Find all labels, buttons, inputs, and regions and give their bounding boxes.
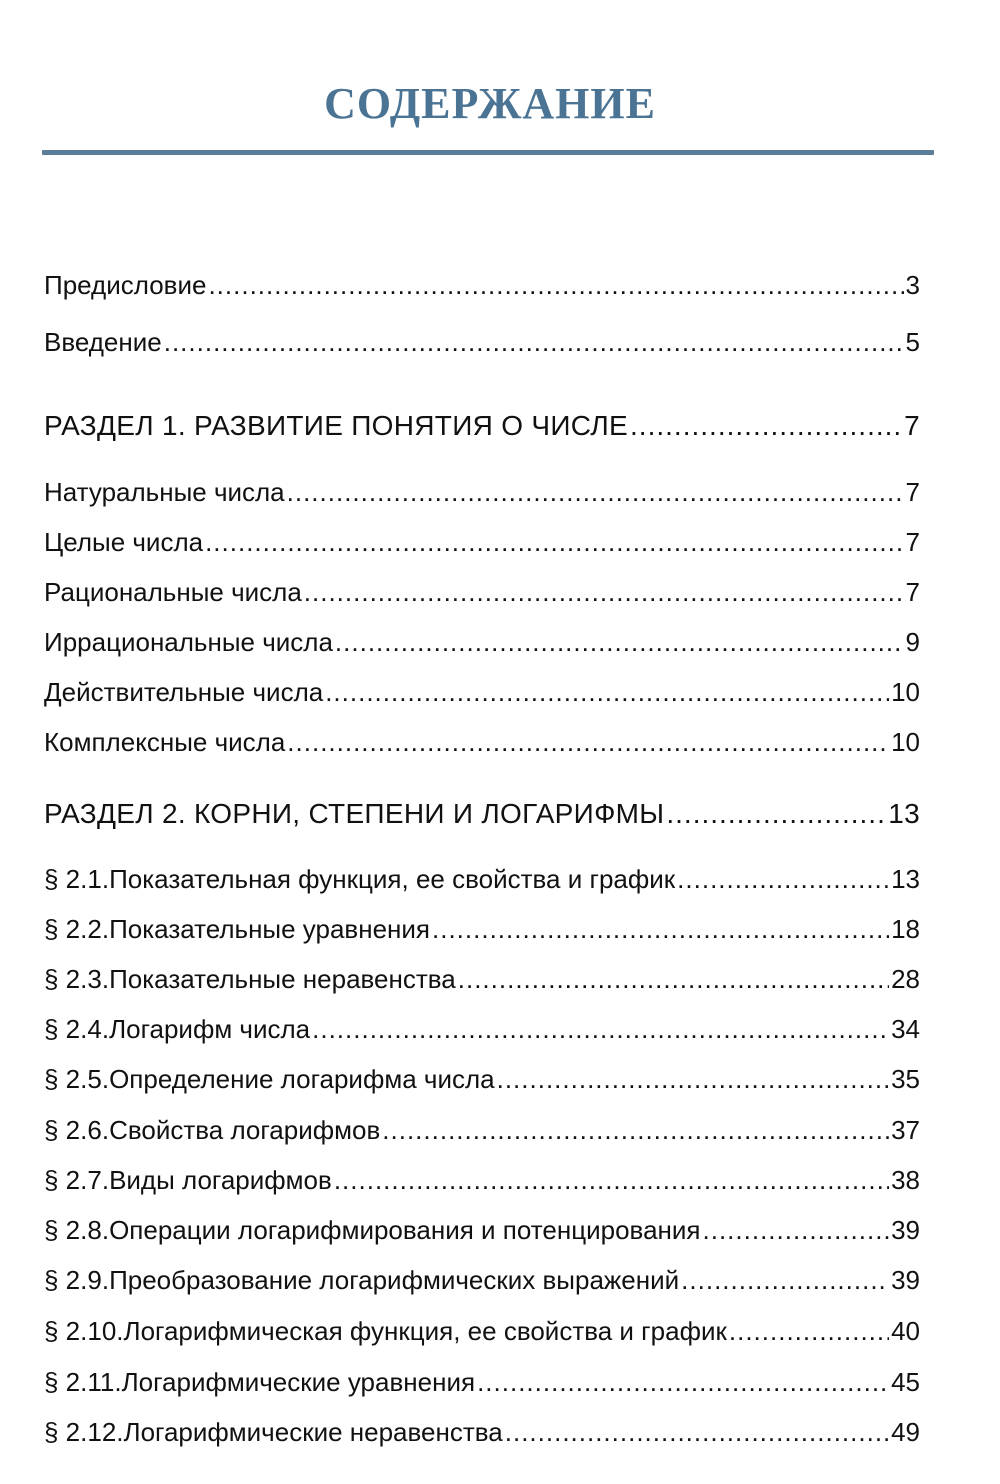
page-title: СОДЕРЖАНИЕ: [324, 79, 656, 128]
toc-entry-introduction[interactable]: [44, 325, 920, 359]
toc-entry[interactable]: [44, 1163, 920, 1197]
toc-entry[interactable]: [44, 962, 920, 996]
toc-entry-page: 39: [891, 1215, 920, 1245]
toc-entry-page: 10: [891, 677, 920, 707]
toc-entry-number: § 2.12.: [44, 1417, 124, 1447]
toc-entry[interactable]: [44, 1263, 920, 1297]
toc-entry[interactable]: [44, 912, 920, 946]
toc-entry-page: 38: [891, 1165, 920, 1195]
dot-leader: [312, 1012, 889, 1046]
toc-entry-label: Действительные числа: [44, 677, 324, 707]
dot-leader: [630, 409, 902, 443]
toc-entry-number: § 2.2.: [44, 914, 110, 944]
toc-entry-label: Предисловие: [44, 270, 207, 300]
toc-entry-label: Иррациональные числа: [44, 627, 333, 657]
dot-leader: [304, 575, 904, 609]
toc-entry-number: § 2.1.: [44, 864, 110, 894]
toc-entry-page: 37: [891, 1115, 920, 1145]
toc-entry-page: 10: [891, 727, 920, 757]
toc-entry-page: 18: [891, 914, 920, 944]
toc-entry-page: 35: [891, 1064, 920, 1094]
dot-leader: [477, 1365, 889, 1399]
toc-entry-label: Виды логарифмов: [109, 1165, 332, 1195]
toc-entry-label: Натуральные числа: [44, 477, 285, 507]
toc-entry-label: Показательные уравнения: [109, 914, 431, 944]
toc-entry-label: Рациональные числа: [44, 577, 302, 607]
toc-entry[interactable]: [44, 1213, 920, 1247]
toc-entry-page: 7: [905, 477, 920, 507]
toc-entry-label: Свойства логарифмов: [109, 1115, 381, 1145]
toc-entry[interactable]: [44, 1314, 920, 1348]
toc-entry-page: 45: [891, 1367, 920, 1397]
toc-entry[interactable]: [44, 1062, 920, 1096]
dot-leader: [287, 725, 889, 759]
dot-leader: [287, 475, 904, 509]
toc-entry-number: § 2.9.: [44, 1265, 110, 1295]
toc-entry-label: Операции логарифмирования и потенцирования: [109, 1215, 701, 1245]
dot-leader: [164, 325, 904, 359]
dot-leader: [458, 962, 889, 996]
toc-entry-number: § 2.5.: [44, 1064, 110, 1094]
toc-entry[interactable]: [44, 1415, 920, 1449]
dot-leader: [703, 1213, 890, 1247]
toc-entry[interactable]: [44, 475, 920, 509]
dot-leader: [325, 675, 889, 709]
toc-entry[interactable]: [44, 1113, 920, 1147]
toc-entry-label: Логарифмические неравенства: [123, 1417, 503, 1447]
toc-entry-label: Показательные неравенства: [109, 964, 456, 994]
toc-entry-label: Логарифм числа: [109, 1014, 311, 1044]
title-underline: [42, 150, 934, 155]
toc-entry[interactable]: [44, 1012, 920, 1046]
toc-entry-page: 13: [888, 798, 920, 829]
toc-section-label: РАЗДЕЛ 2. КОРНИ, СТЕПЕНИ И ЛОГАРИФМЫ: [44, 798, 665, 829]
dot-leader: [334, 1163, 889, 1197]
toc-entry-label: Определение логарифма числа: [109, 1064, 495, 1094]
toc-entry-number: § 2.8.: [44, 1215, 110, 1245]
dot-leader: [505, 1415, 889, 1449]
dot-leader: [335, 625, 904, 659]
toc-entry-label: Комплексные числа: [44, 727, 286, 757]
toc-section-1[interactable]: [44, 409, 920, 443]
toc-entry[interactable]: [44, 625, 920, 659]
dot-leader: [729, 1314, 889, 1348]
toc-entry-page: 7: [904, 410, 920, 441]
toc-entry-number: § 2.4.: [44, 1014, 110, 1044]
dot-leader: [497, 1062, 889, 1096]
toc-entry[interactable]: [44, 525, 920, 559]
toc-entry-page: 3: [905, 270, 920, 300]
toc-entry-page: 5: [905, 327, 920, 357]
toc-entry[interactable]: [44, 725, 920, 759]
toc-entry-page: 7: [905, 577, 920, 607]
toc-entry-page: 13: [891, 864, 920, 894]
toc-entry-page: 40: [891, 1316, 920, 1346]
toc-entry-page: 39: [891, 1265, 920, 1295]
dot-leader: [382, 1113, 889, 1147]
toc-entry-label: Логарифмическая функция, ее свойства и график: [123, 1316, 727, 1346]
toc-entry-page: 49: [891, 1417, 920, 1447]
dot-leader: [432, 912, 889, 946]
toc-entry-label: Логарифмические уравнения: [121, 1367, 476, 1397]
toc-entry-number: § 2.6.: [44, 1115, 110, 1145]
toc-entry-label: Преобразование логарифмических выражений: [109, 1265, 680, 1295]
toc-entry[interactable]: [44, 575, 920, 609]
toc-entry-label: Показательная функция, ее свойства и график: [109, 864, 676, 894]
toc-entry-number: § 2.10.: [44, 1316, 124, 1346]
toc-entry-preface[interactable]: [44, 268, 920, 302]
toc-entry-label: Целые числа: [44, 527, 204, 557]
toc-entry-page: 34: [891, 1014, 920, 1044]
toc-entry-number: § 2.7.: [44, 1165, 110, 1195]
dot-leader: [677, 862, 889, 896]
dot-leader: [666, 797, 886, 831]
dot-leader: [205, 525, 903, 559]
toc-section-label: РАЗДЕЛ 1. РАЗВИТИЕ ПОНЯТИЯ О ЧИСЛЕ: [44, 410, 629, 441]
toc-entry[interactable]: [44, 675, 920, 709]
toc-entry[interactable]: [44, 1365, 920, 1399]
toc-entry-label: Введение: [44, 327, 162, 357]
toc-entry[interactable]: [44, 862, 920, 896]
dot-leader: [208, 268, 903, 302]
toc-section-2[interactable]: [44, 797, 920, 831]
toc-entry-page: 9: [905, 627, 920, 657]
toc-entry-page: 7: [905, 527, 920, 557]
toc-entry-number: § 2.3.: [44, 964, 110, 994]
toc-entry-number: § 2.11.: [44, 1367, 122, 1397]
toc-entry-page: 28: [891, 964, 920, 994]
dot-leader: [681, 1263, 889, 1297]
